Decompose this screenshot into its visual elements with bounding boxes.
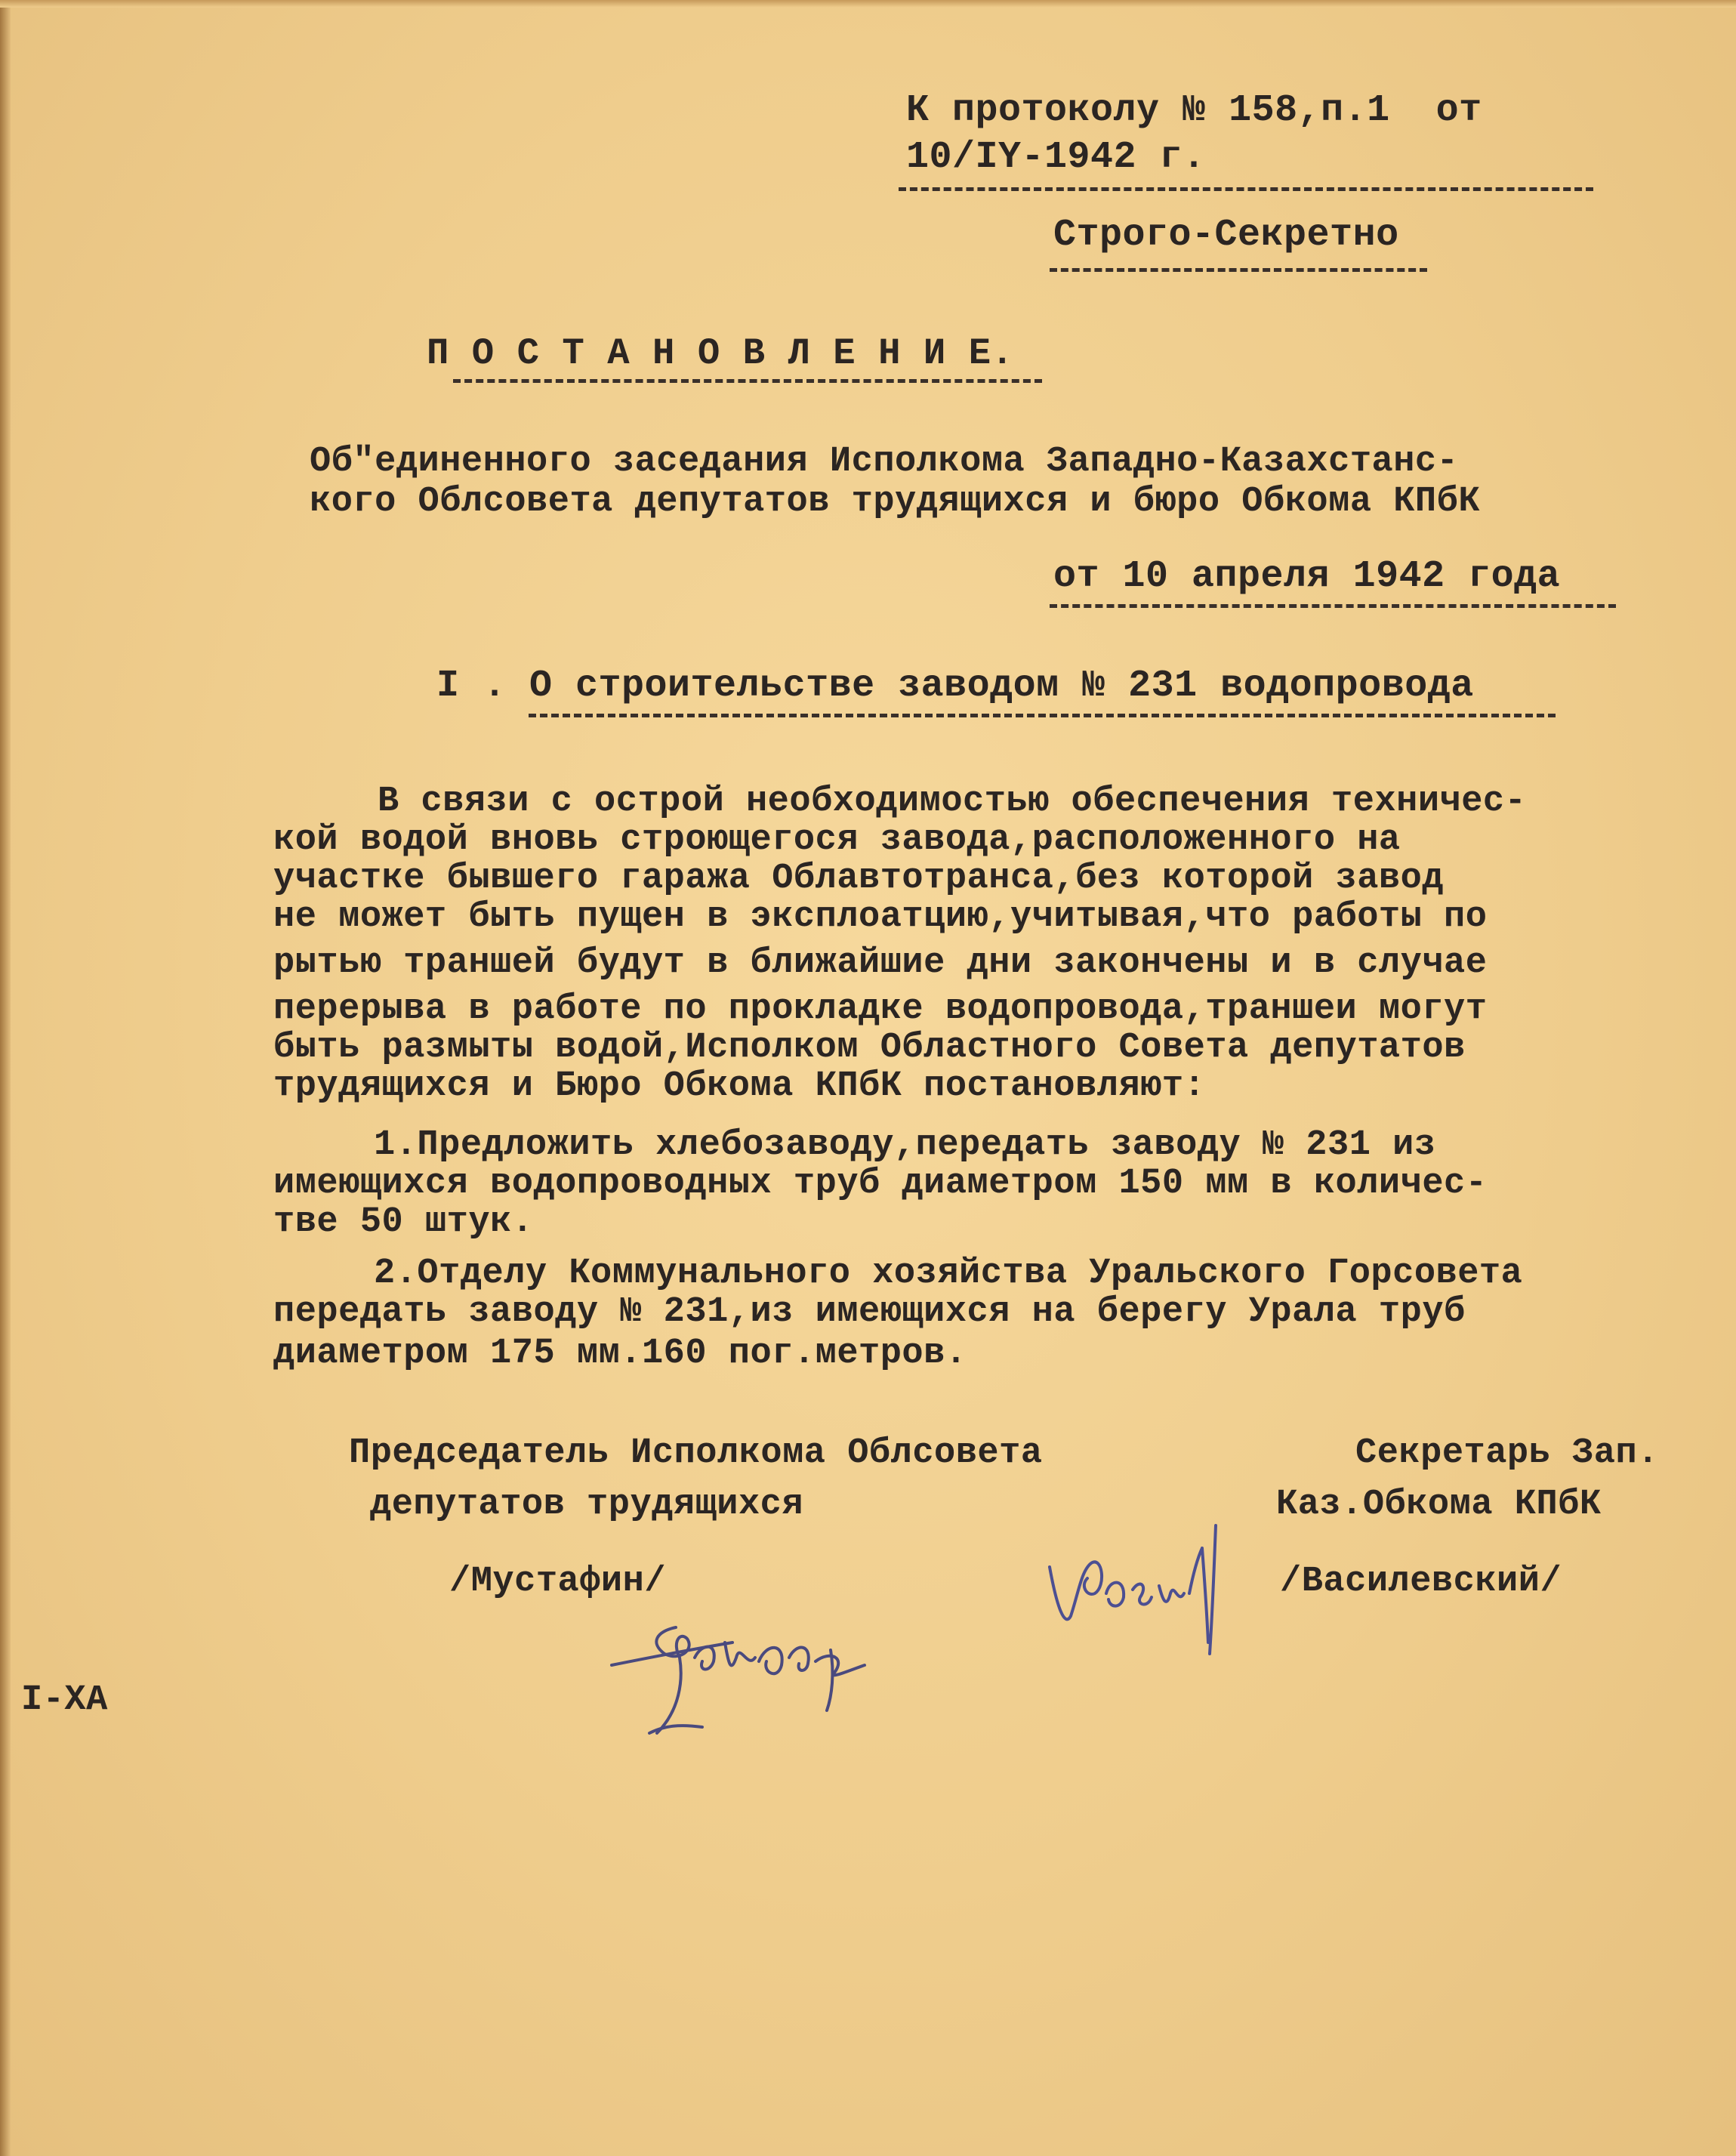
body-line: участке бывшего гаража Облавтотранса,без которой завод xyxy=(273,859,1445,899)
archive-code: I-ХА xyxy=(21,1680,108,1720)
left-signatory-name: /Мустафин/ xyxy=(449,1562,667,1602)
section-title-underline xyxy=(529,714,1556,717)
body-line: трудящихся и Бюро Обкома КПбК постановляют: xyxy=(273,1066,1206,1106)
title-underline xyxy=(453,379,1042,383)
resolution-item-2-line: 2.Отделу Коммунального хозяйства Уральского Горсовета xyxy=(374,1254,1523,1294)
body-line: рытью траншей будут в ближайшие дни закончены и в случае xyxy=(273,943,1488,983)
body-line: быть размыты водой,Исполком Областного Совета депутатов xyxy=(273,1028,1466,1068)
protocol-reference: К протоколу № 158,п.1 от xyxy=(906,89,1482,132)
left-handwritten-signature xyxy=(604,1597,891,1748)
resolution-item-2-line: диаметром 175 мм.160 пог.метров. xyxy=(273,1334,967,1374)
body-line: В связи с острой необходимостью обеспечения техничес- xyxy=(378,782,1527,822)
protocol-date-underline xyxy=(899,187,1593,191)
section-number: I xyxy=(436,665,460,708)
right-signatory-title-2: Каз.Обкома КПбК xyxy=(1276,1485,1602,1525)
resolution-item-1-line: имеющихся водопроводных труб диаметром 150 мм в количес- xyxy=(273,1164,1488,1204)
protocol-date: 10/IY-1942 г. xyxy=(906,136,1206,179)
resolution-item-1-line: 1.Предложить хлебозаводу,передать заводу № 231 из xyxy=(374,1125,1436,1165)
meeting-description-line-1: Об"единенного заседания Исполкома Западно-Казахстанс- xyxy=(310,442,1459,482)
left-signatory-title-2: депутатов трудящихся xyxy=(370,1485,804,1525)
body-line: кой водой вновь строющегося завода,расположенного на xyxy=(273,820,1401,860)
meeting-date-underline xyxy=(1050,604,1616,608)
section-title: . О строительстве заводом № 231 водопровода xyxy=(483,665,1474,708)
page-edge-top xyxy=(0,0,1736,8)
right-signatory-title: Секретарь Зап. xyxy=(1355,1433,1659,1473)
document-title: П О С Т А Н О В Л Е Н И Е. xyxy=(427,332,1014,375)
classification-stamp: Строго-Секретно xyxy=(1053,214,1399,257)
body-line: перерыва в работе по прокладке водопровода,траншеи могут xyxy=(273,989,1488,1029)
body-line: не может быть пущен в эксплоатцию,учитывая,что работы по xyxy=(273,897,1488,937)
page-edge-left xyxy=(0,0,11,2156)
resolution-item-2-line: передать заводу № 231,из имеющихся на берегу Урала труб xyxy=(273,1292,1466,1332)
right-handwritten-signature xyxy=(1035,1503,1238,1676)
meeting-description-line-2: кого Облсовета депутатов трудящихся и бюро Обкома КПбК xyxy=(310,482,1481,522)
resolution-item-1-line: тве 50 штук. xyxy=(273,1202,534,1242)
meeting-date: от 10 апреля 1942 года xyxy=(1053,555,1561,598)
classification-underline xyxy=(1050,268,1427,272)
left-signatory-title: Председатель Исполкома Облсовета xyxy=(349,1433,1043,1473)
right-signatory-name: /Василевский/ xyxy=(1280,1562,1562,1602)
